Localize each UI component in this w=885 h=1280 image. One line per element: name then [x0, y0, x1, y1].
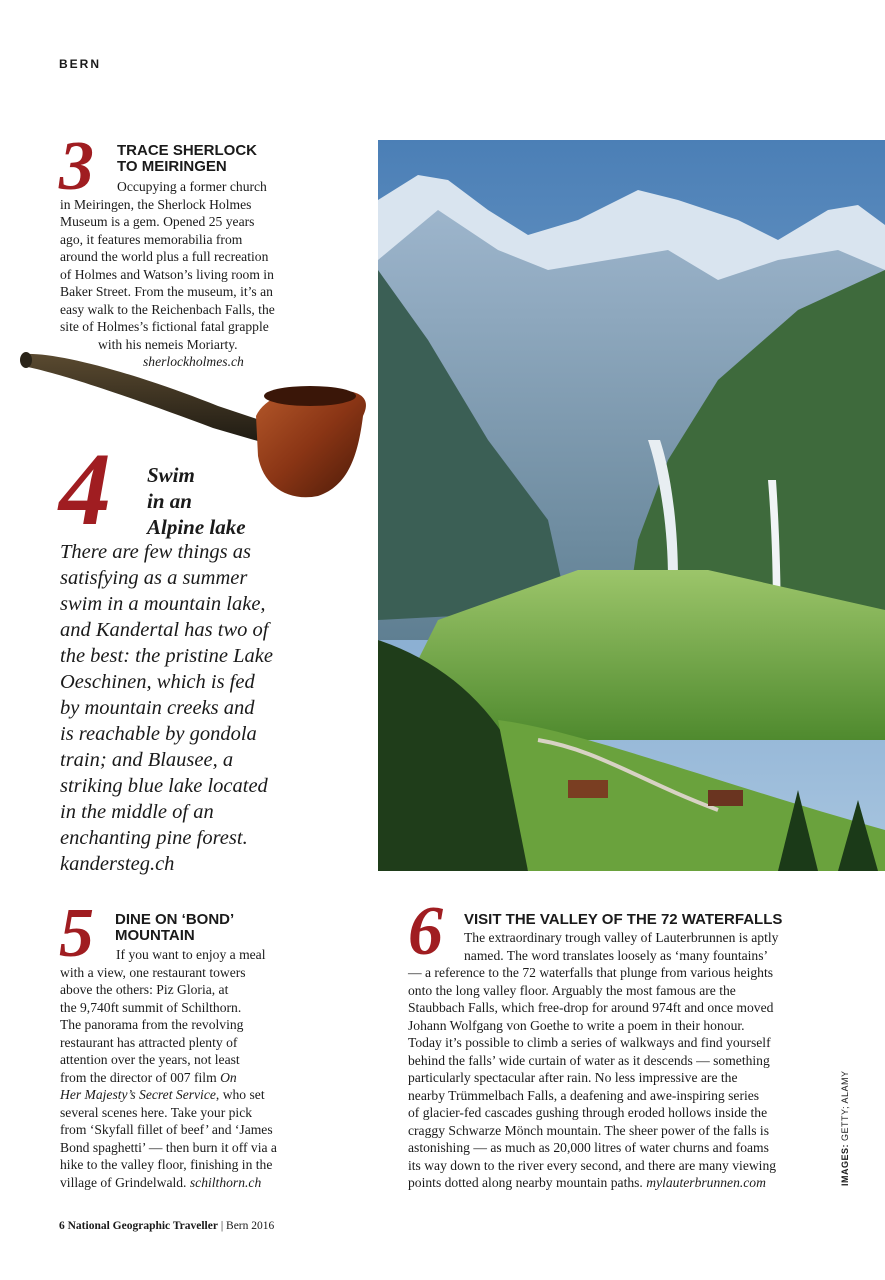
item6-line: — a reference to the 72 waterfalls that plunge from various heights	[408, 965, 774, 980]
item4-line: by mountain creeks and	[60, 697, 255, 719]
page-footer	[59, 1220, 274, 1232]
item3-line: around the world plus a full recreation	[60, 249, 269, 264]
item6-line: astonishing — as much as 20,000 litres of water churns and foams	[408, 1140, 769, 1155]
item4-headline	[147, 462, 246, 540]
item6-line: particularly spectacular after rain. No less impressive are the	[408, 1070, 738, 1085]
item3-link[interactable]: sherlockholmes.ch	[143, 354, 244, 369]
footer-issue: Bern 2016	[226, 1220, 275, 1232]
image-credit-text: GETTY; ALAMY	[840, 1070, 850, 1141]
item6-line: Johann Wolfgang von Goethe to write a poem in their honour.	[408, 1017, 745, 1033]
item5-film-title-a: On	[220, 1069, 237, 1085]
item5-line-text: from the director of 007 film	[60, 1069, 217, 1085]
footer-magazine: National Geographic Traveller	[67, 1220, 218, 1232]
item5-line: from ‘Skyfall fillet of beef’ and ‘James	[60, 1122, 273, 1137]
pipe-stem	[22, 354, 272, 444]
item3-line: ago, it features memorabilia from	[60, 231, 243, 247]
item5-line: If you want to enjoy a meal	[116, 947, 266, 962]
item6-line: behind the falls’ wide curtain of water as it descends — something	[408, 1052, 770, 1068]
item3-line: Baker Street. From the museum, it’s an	[60, 284, 273, 299]
item3-body	[60, 178, 320, 371]
item6-line	[408, 1174, 833, 1192]
item4-number: 4	[59, 432, 111, 547]
item5-line: the 9,740ft summit of Schilthorn.	[60, 999, 242, 1015]
item6-link[interactable]: mylauterbrunnen.com	[646, 1175, 766, 1190]
image-credit	[840, 1071, 850, 1186]
item5-line: several scenes here. Take your pick	[60, 1104, 253, 1120]
item5-last-line-text: village of Grindelwald.	[60, 1174, 187, 1190]
item5-film-title-b: Her Majesty’s Secret Service	[60, 1087, 216, 1102]
item3-line: Museum is a gem. Opened 25 years	[60, 214, 255, 229]
item5-headline-line1: DINE ON ‘BOND’	[115, 911, 235, 928]
item4-line: satisfying as a summer	[60, 567, 248, 589]
item3-headline	[117, 143, 257, 175]
item4-headline-line: in an	[147, 489, 192, 513]
item5-link[interactable]: schilthorn.ch	[189, 1174, 262, 1190]
item3-line: with his nemeis Moriarty.	[98, 336, 238, 352]
item5-line: The panorama from the revolving	[60, 1017, 244, 1032]
footer-page-number: 6	[59, 1220, 65, 1232]
item3-headline-line1: TRACE SHERLOCK	[117, 142, 258, 159]
item5-line: with a view, one restaurant towers	[60, 964, 246, 980]
item5-number: 5	[59, 895, 94, 972]
item5-line	[60, 1086, 320, 1104]
item6-line: its way down to the river every second, and there are many viewing	[408, 1157, 777, 1173]
item3-line: Occupying a former church	[117, 179, 267, 194]
section-tag: BERN	[59, 57, 102, 71]
item3-line: in Meiringen, the Sherlock Holmes	[60, 196, 252, 212]
item3-number: 3	[59, 128, 94, 205]
item6-line: Staubbach Falls, which free-drop for around 974ft and once moved	[408, 1000, 774, 1015]
item4-line: is reachable by gondola	[60, 723, 257, 745]
item6-line: Today it’s possible to climb a series of walkways and find yourself	[408, 1035, 771, 1050]
item5-film-suffix: , who set	[215, 1087, 265, 1102]
footer-separator: |	[220, 1220, 224, 1232]
item5-line: hike to the valley floor, finishing in the	[60, 1157, 273, 1172]
item6-last-line-text: points dotted along nearby mountain paths.	[408, 1175, 643, 1190]
item4-line: and Kandertal has two of	[60, 619, 269, 641]
item3-headline-line2: TO MEIRINGEN	[117, 158, 227, 175]
item4-line: There are few things as	[60, 541, 251, 563]
item5-line	[60, 1174, 320, 1192]
item4-line: train; and Blausee, a	[60, 749, 234, 771]
item5-line: Bond spaghetti’ — then burn it off via a	[60, 1139, 277, 1155]
pipe-bowl-rim	[264, 386, 356, 406]
item5-body	[60, 946, 320, 1191]
item4-headline-line: Alpine lake	[147, 515, 246, 539]
item5-line	[60, 1069, 320, 1087]
item6-line: named. The word translates loosely as ‘many fountains’	[464, 947, 769, 963]
item6-headline: VISIT THE VALLEY OF THE 72 WATERFALLS	[464, 911, 783, 928]
item5-headline	[115, 912, 234, 944]
item4-line: striking blue lake located	[60, 775, 268, 797]
item6-line: of glacier-fed cascades gushing through eroded hollows inside the	[408, 1105, 768, 1120]
item5-headline-line2: MOUNTAIN	[115, 927, 195, 944]
item4-headline-line: Swim	[147, 463, 195, 487]
item4-line: Oeschinen, which is fed	[60, 671, 255, 693]
item6-line: nearby Trümmelbach Falls, a deafening and awe-inspiring series	[408, 1087, 760, 1103]
pipe-mouthpiece	[20, 352, 32, 368]
item4-link[interactable]: kandersteg.ch	[60, 853, 175, 875]
item6-line: onto the long valley floor. Arguably the most famous are the	[408, 982, 736, 998]
image-credit-label: IMAGES:	[840, 1143, 850, 1186]
item5-line: attention over the years, not least	[60, 1052, 240, 1067]
item5-line: restaurant has attracted plenty of	[60, 1034, 238, 1050]
item4-line: swim in a mountain lake,	[60, 593, 266, 615]
item5-line: above the others: Piz Gloria, at	[60, 982, 229, 997]
item4-line: enchanting pine forest.	[60, 827, 248, 849]
item4-body	[60, 539, 310, 877]
item4-line: the best: the pristine Lake	[60, 645, 273, 667]
item6-line: craggy Schwarze Mönch mountain. The sheer power of the falls is	[408, 1122, 770, 1138]
item3-line: site of Holmes’s fictional fatal grapple	[60, 319, 269, 334]
item6-body	[408, 929, 833, 1192]
valley-photo	[378, 140, 885, 871]
item6-number: 6	[408, 893, 443, 970]
item3-line: easy walk to the Reichenbach Falls, the	[60, 301, 275, 317]
item6-line: The extraordinary trough valley of Lauterbrunnen is aptly	[464, 930, 779, 945]
item3-line: of Holmes and Watson’s living room in	[60, 266, 274, 282]
item4-line: in the middle of an	[60, 801, 214, 823]
